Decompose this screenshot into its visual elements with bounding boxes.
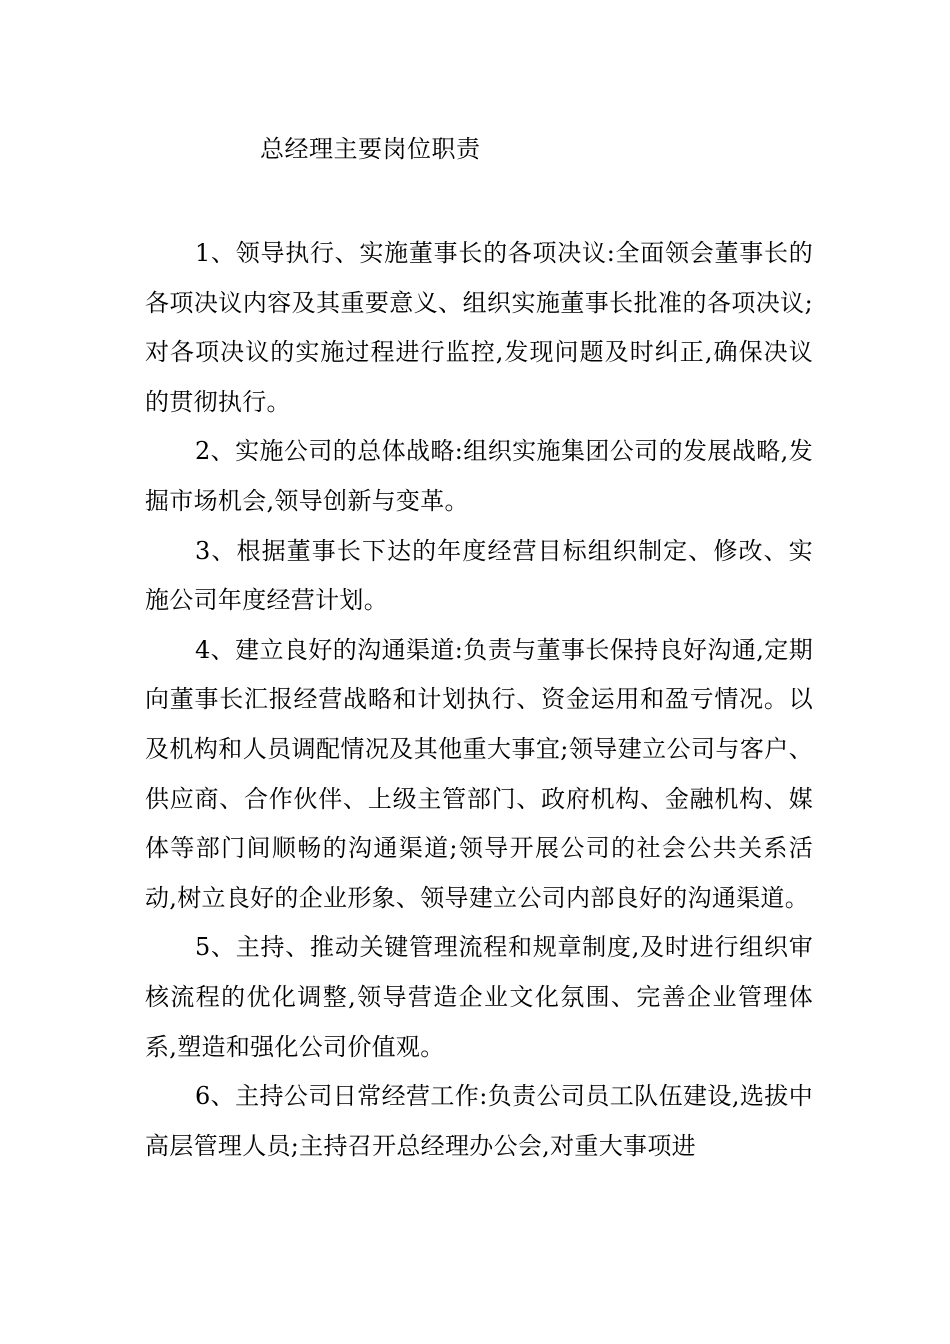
paragraph-2: 2、实施公司的总体战略:组织实施集团公司的发展战略,发掘市场机会,领导创新与变革。 (145, 437, 813, 515)
document-body (145, 229, 813, 1171)
paragraph-4: 4、建立良好的沟通渠道:负责与董事长保持良好沟通,定期向董事长汇报经营战略和计划执行、资金运用和盈亏情况。以及机构和人员调配情况及其他重大事宜;领导建立公司与客户、供应商、合作伙伴、上级主管部门、政府机构、金融机构、媒体等部门间顺畅的沟通渠道;领导开展公司的社会公共关系活动,树立良好的企业形象、领导建立公司内部良好的沟通渠道。 (145, 635, 813, 912)
paragraph-6: 6、主持公司日常经营工作:负责公司员工队伍建设,选拔中高层管理人员;主持召开总经理办公会,对重大事项进 (145, 1082, 813, 1160)
paragraph-1: 1、领导执行、实施董事长的各项决议:全面领会董事长的各项决议内容及其重要意义、组织实施董事长批准的各项决议;对各项决议的实施过程进行监控,发现问题及时纠正,确保决议的贯彻执行。 (145, 239, 813, 416)
paragraph-5: 5、主持、推动关键管理流程和规章制度,及时进行组织审核流程的优化调整,领导营造企业文化氛围、完善企业管理体系,塑造和强化公司价值观。 (145, 933, 813, 1061)
document-title: 总经理主要岗位职责 (260, 135, 481, 163)
paragraph-3: 3、根据董事长下达的年度经营目标组织制定、修改、实施公司年度经营计划。 (145, 536, 813, 615)
